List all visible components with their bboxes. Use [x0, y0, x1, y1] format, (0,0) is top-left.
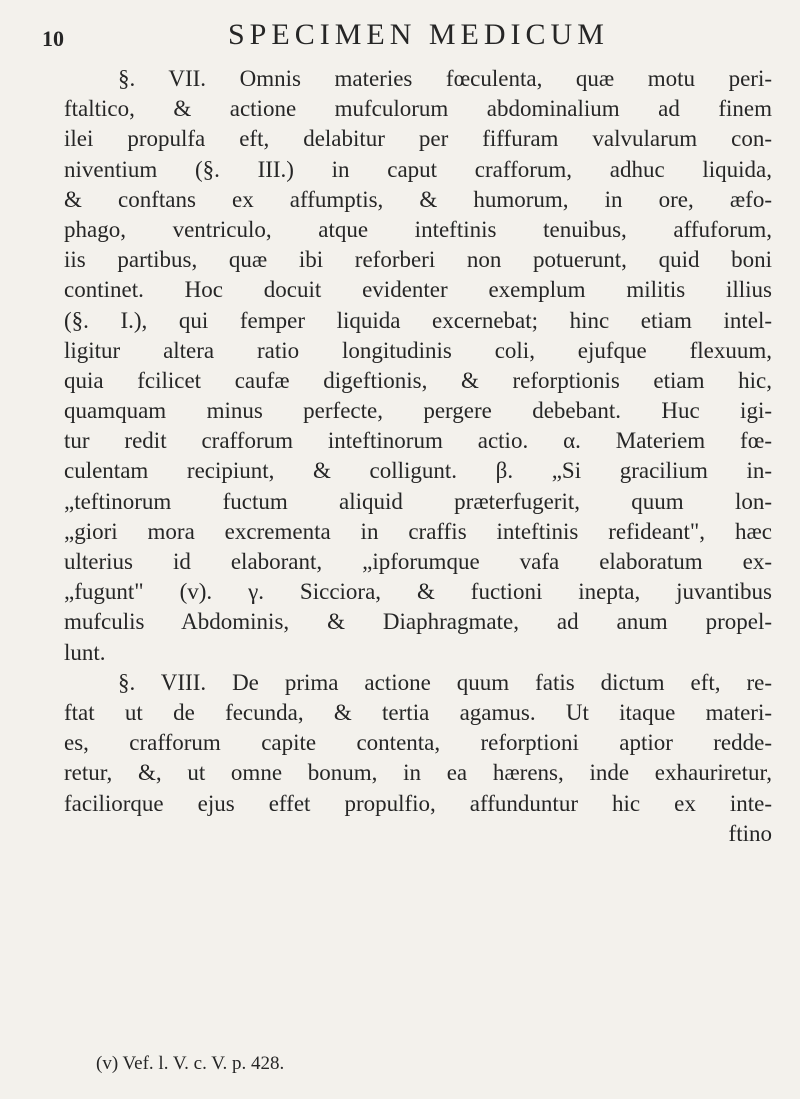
text-line: „teftinorum fuctum aliquid præterfugerit, quum lon-: [64, 488, 772, 514]
text-line: quamquam minus perfecte, pergere debebant. Huc igi-: [64, 398, 772, 424]
footnote: (v) Vef. l. V. c. V. p. 428.: [96, 1053, 285, 1074]
text-line: (§. I.), qui femper liquida excernebat; hinc etiam intel-: [64, 307, 772, 333]
text-line: „fugunt" (v). γ. Sicciora, & fuctioni inepta, juvantibus: [64, 579, 772, 605]
text-line: & conftans ex affumptis, & humorum, in ore, æfo-: [64, 186, 772, 212]
running-head: SPECIMEN MEDICUM: [228, 18, 609, 51]
text-line: ligitur altera ratio longitudinis coli, ejufque flexuum,: [64, 337, 772, 363]
text-line: ilei propulfa eft, delabitur per fiffuram valvularum con-: [64, 126, 772, 152]
text-line: ftaltico, & actione mufculorum abdominalium ad finem: [64, 96, 772, 122]
text-line: iis partibus, quæ ibi reforberi non potuerunt, quid boni: [64, 247, 772, 273]
text-line: tur redit crafforum inteftinorum actio. α. Materiem fœ-: [64, 428, 772, 454]
text-line: retur, &, ut omne bonum, in ea hærens, inde exhauriretur,: [64, 760, 772, 786]
text-line: mufculis Abdominis, & Diaphragmate, ad anum propel-: [64, 609, 772, 635]
text-line: phago, ventriculo, atque inteftinis tenuibus, affuforum,: [64, 216, 772, 242]
text-line: ftat ut de fecunda, & tertia agamus. Ut itaque materi-: [64, 699, 772, 725]
catchword: ftino: [728, 820, 772, 846]
page-number: 10: [42, 26, 64, 51]
text-line: es, crafforum capite contenta, reforptioni aptior redde-: [64, 730, 772, 756]
text-line: lunt.: [64, 639, 106, 665]
text-line: ulterius id elaborant, „ipforumque vafa elaboratum ex-: [64, 549, 772, 574]
page-header: [0, 8, 800, 60]
text-line: faciliorque ejus effet propulfio, affunduntur hic ex inte-: [64, 790, 772, 816]
text-line: continet. Hoc docuit evidenter exemplum militis illius: [64, 277, 772, 303]
text-line: §. VII. Omnis materies fœculenta, quæ motu peri-: [118, 66, 772, 91]
text-line: niventium (§. III.) in caput crafforum, adhuc liquida,: [64, 156, 772, 182]
text-line: §. VIII. De prima actione quum fatis dictum eft, re-: [118, 669, 772, 695]
text-line: quia fcilicet caufæ digeftionis, & reforptionis etiam hic,: [64, 367, 772, 393]
text-line: culentam recipiunt, & colligunt. β. „Si gracilium in-: [64, 458, 772, 484]
text-line: „giori mora excrementa in craffis inteftinis refideant", hæc: [64, 518, 772, 544]
body-text: [64, 64, 772, 849]
